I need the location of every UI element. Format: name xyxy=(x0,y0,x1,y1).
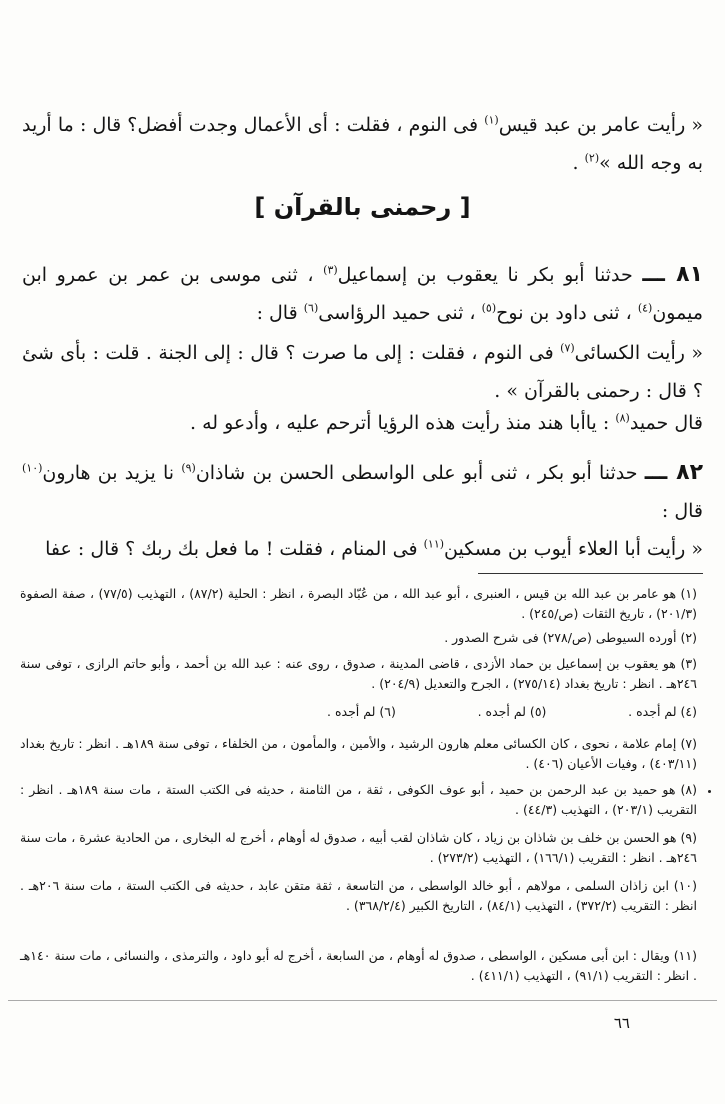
text-run: نا يزيد بن هارون xyxy=(42,462,182,484)
text-run: قال : xyxy=(256,302,304,324)
text-run: فى النوم ، فقلت : إلى ما صرت ؟ قال : إلى الجنة . قلت : بأى شئ ؟ قال : رحمنى بالقرآن » . xyxy=(22,342,703,402)
paragraph-opening-dream xyxy=(22,106,703,182)
text-run: « رأيت أبا العلاء أيوب بن مسكين xyxy=(444,538,703,560)
page-bottom-rule xyxy=(8,1000,717,1001)
margin-speck xyxy=(708,790,711,793)
text-run: حدثنا أبو بكر نا يعقوب بن إسماعيل xyxy=(337,264,643,286)
footnotes-4-6-row xyxy=(327,702,697,722)
text-run: فى النوم ، فقلت : أى الأعمال وجدت أفضل؟ قال : ما أريد به وجه الله » xyxy=(22,114,703,174)
footnote-marker[interactable]: (٩) xyxy=(181,461,196,475)
footnote-marker[interactable]: (٣) xyxy=(323,263,338,277)
footnote-6: (٦) لم أجده . xyxy=(327,704,396,719)
text-run: قال حميد xyxy=(629,412,703,434)
narration-number: ٨٢ ـــ xyxy=(644,460,703,485)
section-heading-wrap xyxy=(0,193,725,221)
text-run: حدثنا أبو بكر ، ثنى أبو على الواسطى الحسن بن شاذان xyxy=(195,462,645,484)
text-run: قال : xyxy=(661,500,703,522)
page-number: ٦٦ xyxy=(613,1014,630,1032)
paragraph-82 xyxy=(22,454,703,530)
footnote-4: (٤) لم أجده . xyxy=(628,704,697,719)
footnote-9: (٩) هو الحسن بن خلف بن شاذان بن زياد ، كان شاذان لقب أبيه ، صدوق له أوهام ، أخرج له البخارى ، من الحادية عشرة ، مات سنة ٢٤٦هـ . انظر : التقريب (١٦٦/١) ، التهذيب (٢٧٣/٢) . xyxy=(20,830,697,865)
text-run: ، ثنى داود بن نوح xyxy=(496,302,638,324)
footnote-8: (٨) هو حميد بن عبد الرحمن بن حميد ، أبو عوف الكوفى ، ثقة ، من الثامنة ، حديثه فى الكتب الستة ، مات سنة ١٨٩هـ . انظر : التقريب (٢٠٣/١) ، التهذيب (٤٤/٣) . xyxy=(20,782,697,817)
section-heading: [ رحمنى بالقرآن ] xyxy=(254,193,471,221)
footnote-marker[interactable]: (١) xyxy=(484,113,499,127)
footnote-1: (١) هو عامر بن عبد الله بن قيس ، العنبرى ، أبو عبد الله ، من عُبّاد البصرة ، انظر : الحلية (٨٧/٢) ، التهذيب (٧٧/٥) ، صفة الصفوة (٢٠١/٣) ، تاريخ الثقات (ص/٢٤٥) . xyxy=(20,586,698,621)
footnote-separator xyxy=(478,573,703,574)
footnote-3: (٣) هو يعقوب بن إسماعيل بن حماد الأزدى ، قاضى المدينة ، صدوق ، روى عنه : عبد الله بن أحمد ، وأبو حاتم الرازى ، توفى سنة ٢٤٦هـ . انظر : تاريخ بغداد (٢٧٥/١٤) ، الجرح والتعديل (٢٠٤/٩) . xyxy=(20,656,697,691)
text-run: ، ثنى حميد الرؤاسى xyxy=(318,302,482,324)
footnote-marker[interactable]: (٢) xyxy=(584,151,600,165)
footnote-11: (١١) ويقال : ابن أبى مسكين ، الواسطى ، صدوق له أوهام ، من السابعة ، أخرج له أبو داود ، والترمذى ، والنسائى ، مات سنة ١٤٠هـ . انظر : التقريب (٩١/١) ، التهذيب (٤١١/١) . xyxy=(20,948,697,983)
narration-number: ٨١ ـــ xyxy=(642,262,704,287)
footnote-marker[interactable]: (٤) xyxy=(637,301,653,315)
text-run: « رأيت عامر بن عبد قيس xyxy=(498,114,703,136)
footnote-marker[interactable]: (١١) xyxy=(423,537,445,551)
footnote-marker[interactable]: (٧) xyxy=(560,341,575,355)
footnote-marker[interactable]: (٨) xyxy=(615,411,630,425)
paragraph-82-quote xyxy=(22,530,703,568)
footnote-7: (٧) إمام علامة ، نحوى ، كان الكسائى معلم هارون الرشيد ، والأمين ، والمأمون ، من الخلفاء ، توفى سنة ١٨٩هـ . انظر : تاريخ بغداد (٤٠٣/١١) ، وفيات الأعيان (٤٠٦) . xyxy=(20,736,697,771)
text-run: : ياأبا هند منذ رأيت هذه الرؤيا أترحم عليه ، وأدعو له . xyxy=(190,412,616,434)
paragraph-81-quote xyxy=(22,334,703,410)
paragraph-81-humaid xyxy=(22,404,703,442)
footnote-marker[interactable]: (١٠) xyxy=(22,461,43,475)
text-run: « رأيت الكسائى xyxy=(574,342,703,364)
text-run: فى المنام ، فقلت ! ما فعل بك ربك ؟ قال : عفا xyxy=(45,538,424,560)
paragraph-81 xyxy=(22,256,703,332)
footnote-5: (٥) لم أجده . xyxy=(477,704,547,719)
footnote-marker[interactable]: (٦) xyxy=(303,301,319,315)
footnote-2: (٢) أورده السيوطى (ص/٢٧٨) فى شرح الصدور . xyxy=(444,630,697,645)
text-run: . xyxy=(572,152,585,174)
footnote-marker[interactable]: (٥) xyxy=(481,301,497,315)
footnote-10: (١٠) ابن زاذان السلمى ، مولاهم ، أبو خالد الواسطى ، من التاسعة ، ثقة متقن عابد ، حديثه فى الكتب الستة ، مات سنة ٢٠٦هـ . انظر : التقريب (٣٧٢/٢) ، التهذيب (٨٤/١) ، التاريخ الكبير (٣٦٨/٢/٤) . xyxy=(20,878,698,913)
text-run: ، ثنى موسى بن عمر بن عمرو ابن ميمون xyxy=(22,264,703,324)
